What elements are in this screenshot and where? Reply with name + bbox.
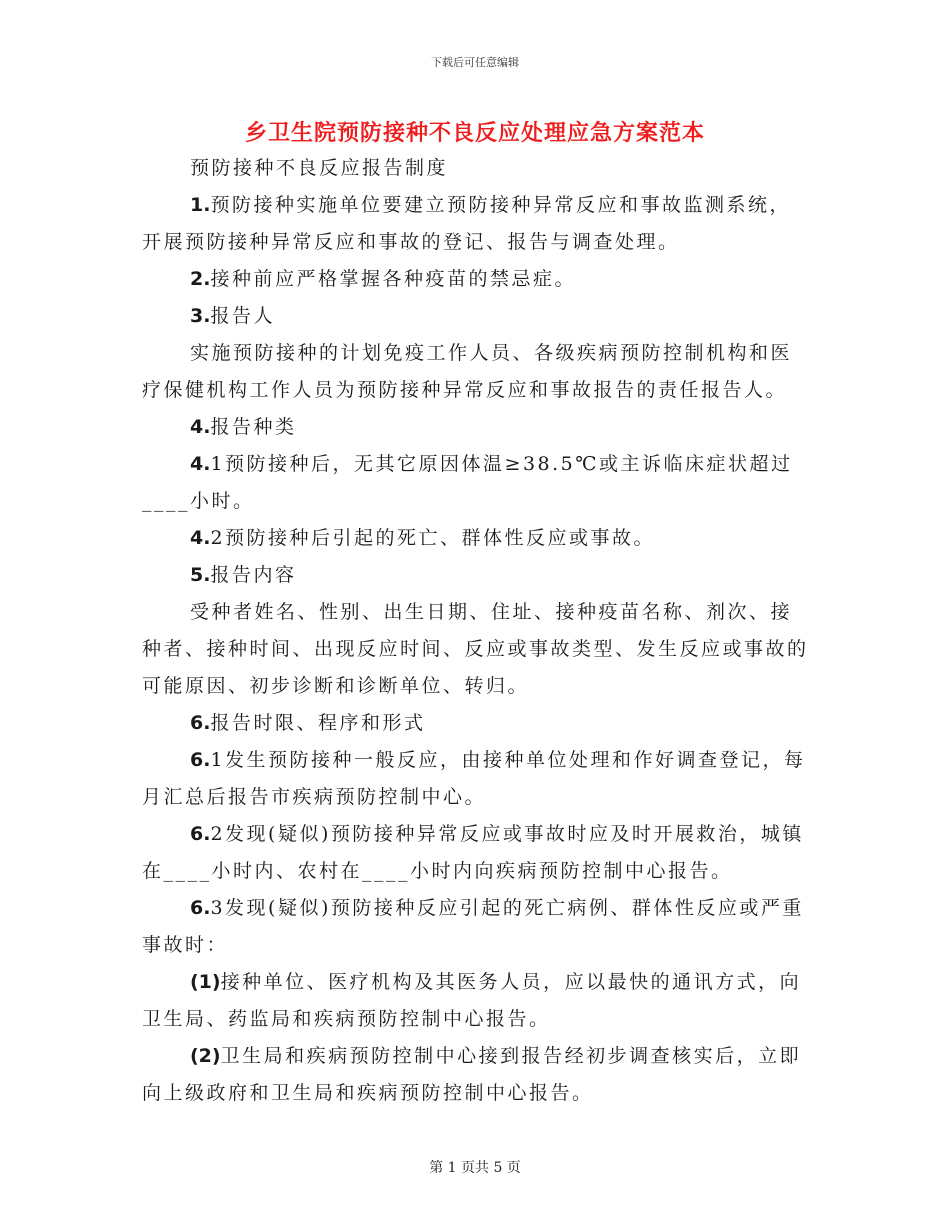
paragraph-number: 3. — [190, 305, 211, 327]
paragraph-text: 接种单位、医疗机构及其医务人员，应以最快的通讯方式，向卫生局、药监局和疾病预防控制中心报告。 — [142, 971, 802, 1030]
paragraph-text: 报告种类 — [210, 416, 297, 438]
paragraph-number: 6. — [190, 823, 211, 845]
paragraph-5 — [142, 557, 812, 594]
paragraph-3-body — [142, 335, 812, 409]
paragraph-4-1 — [142, 446, 812, 520]
document-title: 乡卫生院预防接种不良反应处理应急方案范本 — [244, 120, 705, 146]
paragraph-6-3-2 — [142, 1038, 812, 1112]
paragraph-text: 预防接种实施单位要建立预防接种异常反应和事故监测系统，开展预防接种异常反应和事故的登记、报告与调查处理。 — [142, 194, 791, 253]
paragraph-number: (2) — [190, 1045, 221, 1067]
paragraph-number: 4. — [190, 527, 211, 549]
paragraph-6-3 — [142, 890, 812, 964]
paragraph-text: 受种者姓名、性别、出生日期、住址、接种疫苗名称、剂次、接种者、接种时间、出现反应时间、反应或事故类型、发生反应或事故的可能原因、初步诊断和诊断单位、转归。 — [142, 601, 809, 697]
paragraph-4-2 — [142, 520, 812, 557]
paragraph-number: 4. — [190, 453, 211, 475]
paragraph-number: 6. — [190, 749, 211, 771]
paragraph-text: 实施预防接种的计划免疫工作人员、各级疾病预防控制机构和医疗保健机构工作人员为预防接种异常反应和事故报告的责任报告人。 — [142, 342, 793, 401]
page-footer: 第 1 页共 5 页 — [429, 1160, 521, 1176]
paragraph-text: 报告时限、程序和形式 — [210, 712, 426, 734]
paragraph-3 — [142, 298, 812, 335]
paragraph-text: 报告内容 — [210, 564, 297, 586]
paragraph-number: 6. — [190, 712, 211, 734]
paragraph-5-body — [142, 594, 812, 705]
paragraph-text: 卫生局和疾病预防控制中心接到报告经初步调查核实后，立即向上级政府和卫生局和疾病预防控制中心报告。 — [142, 1045, 802, 1104]
paragraph-6-3-1 — [142, 964, 812, 1038]
paragraph-text: 3发现(疑似)预防接种反应引起的死亡病例、群体性反应或严重事故时： — [142, 897, 804, 956]
paragraph-6-2 — [142, 816, 812, 890]
paragraph-text: 2发现(疑似)预防接种异常反应或事故时应及时开展救治，城镇在____小时内、农村在____小时内向疾病预防控制中心报告。 — [142, 823, 804, 882]
paragraph-1 — [142, 187, 812, 261]
header-note: 下载后可任意编辑 — [431, 56, 519, 69]
paragraph-number: 5. — [190, 564, 211, 586]
paragraph-2 — [142, 261, 812, 298]
paragraph-4 — [142, 409, 812, 446]
paragraph-text: 1发生预防接种一般反应，由接种单位处理和作好调查登记，每月汇总后报告市疾病预防控制中心。 — [142, 749, 806, 808]
paragraph-number: 6. — [190, 897, 211, 919]
paragraph-number: 2. — [190, 268, 211, 290]
paragraph-number: (1) — [190, 971, 221, 993]
paragraph-text: 1预防接种后，无其它原因体温≥38.5℃或主诉临床症状超过____小时。 — [142, 453, 793, 512]
paragraph-text: 2预防接种后引起的死亡、群体性反应或事故。 — [210, 527, 656, 549]
paragraph-text: 接种前应严格掌握各种疫苗的禁忌症。 — [210, 268, 576, 290]
paragraph-6 — [142, 705, 812, 742]
paragraph-intro — [142, 150, 812, 187]
paragraph-number: 4. — [190, 416, 211, 438]
paragraph-text: 预防接种不良反应报告制度 — [190, 157, 449, 179]
paragraph-number: 1. — [190, 194, 211, 216]
paragraph-text: 报告人 — [210, 305, 275, 327]
paragraph-6-1 — [142, 742, 812, 816]
document-body — [142, 150, 812, 1112]
